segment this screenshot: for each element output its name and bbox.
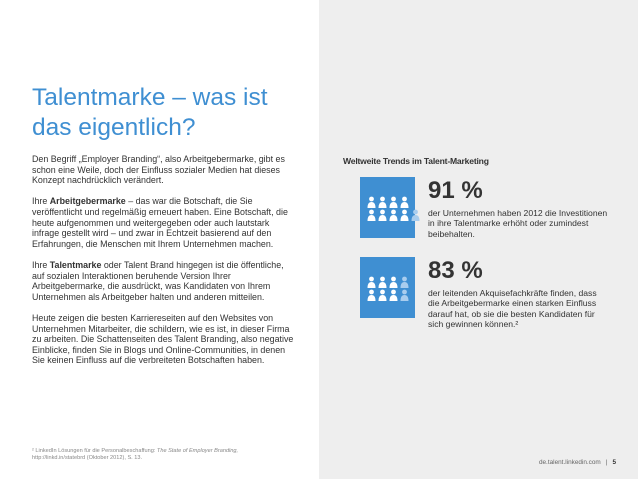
stat-description-2: der leitenden Akquisefachkräfte finden, dass die Arbeitgebermarke einen starken Einfluss darauf hat, ob sie die besten Kandidaten für sich gewinnen können.² bbox=[428, 288, 597, 329]
trends-panel bbox=[319, 0, 638, 479]
term-talentmarke: Talentmarke bbox=[49, 259, 102, 270]
paragraph-rest: – das war die Botschaft, die Sie veröffentlicht und regelmäßig erneuert haben. Eine Botschaft, die heute aufgenommen und weitergegeben oder auch lautstark infrage gestellt wird – und zwar in Echtzeit basierend auf den Erfahrungen, die Menschen mit Ihrem Unternehmen machen. bbox=[32, 196, 288, 249]
person-icon-faded bbox=[411, 209, 420, 221]
footnote-title: The State of Employer Branding, bbox=[156, 448, 239, 454]
people-group-icon bbox=[360, 177, 415, 238]
body-text bbox=[32, 154, 294, 376]
icon-row bbox=[367, 289, 409, 301]
paragraph-lead: Ihre bbox=[32, 196, 50, 207]
person-icon bbox=[367, 196, 376, 208]
person-icon bbox=[389, 209, 398, 221]
paragraph-intro: Den Begriff „Employer Branding“, also Arbeitgebermarke, gibt es schon eine Weile, doch der Einfluss sozialer Medien hat dieses Konzept nachdrücklich verändert. bbox=[32, 154, 285, 186]
icon-row bbox=[367, 276, 409, 288]
page-number: 5 bbox=[612, 459, 616, 466]
person-icon bbox=[367, 289, 376, 301]
footnote-link[interactable]: http://linkd.in/statebrd (Oktober 2012), S. 13. bbox=[32, 455, 143, 461]
footer-separator: | bbox=[605, 459, 608, 466]
paragraph-karriereseiten: Heute zeigen die besten Karriereseiten auf den Websites von Unternehmen Mitarbeiter, die schildern, wie es ist, in dieser Firma zu arbeiten. Die Schattenseiten des Talent Branding, also negative Einblicke, finden Sie in Blogs und Online-Communities, in denen Sie keinen Einfluss auf die verbreiteten Botschaften haben. bbox=[32, 312, 294, 366]
person-icon bbox=[367, 209, 376, 221]
person-icon-faded bbox=[400, 289, 409, 301]
term-arbeitgebermarke: Arbeitgebermarke bbox=[49, 196, 126, 207]
person-icon bbox=[378, 209, 387, 221]
person-icon bbox=[400, 196, 409, 208]
footer-site-link[interactable]: de.talent.linkedin.com bbox=[538, 459, 601, 466]
person-icon bbox=[389, 276, 398, 288]
person-icon bbox=[367, 276, 376, 288]
page-title: Talentmarke – was ist das eigentlich? bbox=[32, 84, 268, 141]
person-icon bbox=[389, 289, 398, 301]
paragraph-talentmarke bbox=[32, 260, 294, 302]
person-icon bbox=[389, 196, 398, 208]
person-icon bbox=[378, 196, 387, 208]
person-icon bbox=[378, 289, 387, 301]
paragraph-arbeitgebermarke bbox=[32, 196, 294, 249]
footnote-prefix: ² LinkedIn Lösungen für die Personalbeschaffung: bbox=[32, 448, 157, 454]
footnote-line-1 bbox=[32, 448, 302, 455]
icon-row bbox=[367, 196, 409, 208]
paragraph-lead: Ihre bbox=[32, 259, 50, 270]
person-icon-faded bbox=[400, 276, 409, 288]
person-icon bbox=[400, 209, 409, 221]
icon-row bbox=[367, 209, 420, 221]
people-group-icon bbox=[360, 257, 415, 318]
footnote bbox=[32, 448, 302, 462]
paragraph-rest: oder Talent Brand hingegen ist die öffentliche, auf sozialen Interaktionen beruhende Version Ihrer Arbeitgebermarke, die ausdrückt, was Kandidaten von Ihrem Unternehmen als Arbeitgeber halten und anderen mitteilen. bbox=[32, 259, 284, 302]
stat-value-1: 91 % bbox=[428, 177, 483, 204]
page-footer bbox=[539, 459, 616, 466]
person-icon bbox=[378, 276, 387, 288]
stat-value-2: 83 % bbox=[428, 257, 483, 284]
stat-description-1: der Unternehmen haben 2012 die Investitionen in ihre Talentmarke erhöht oder zumindest beibehalten. bbox=[428, 208, 608, 239]
trends-heading: Weltweite Trends im Talent-Marketing bbox=[343, 156, 489, 166]
